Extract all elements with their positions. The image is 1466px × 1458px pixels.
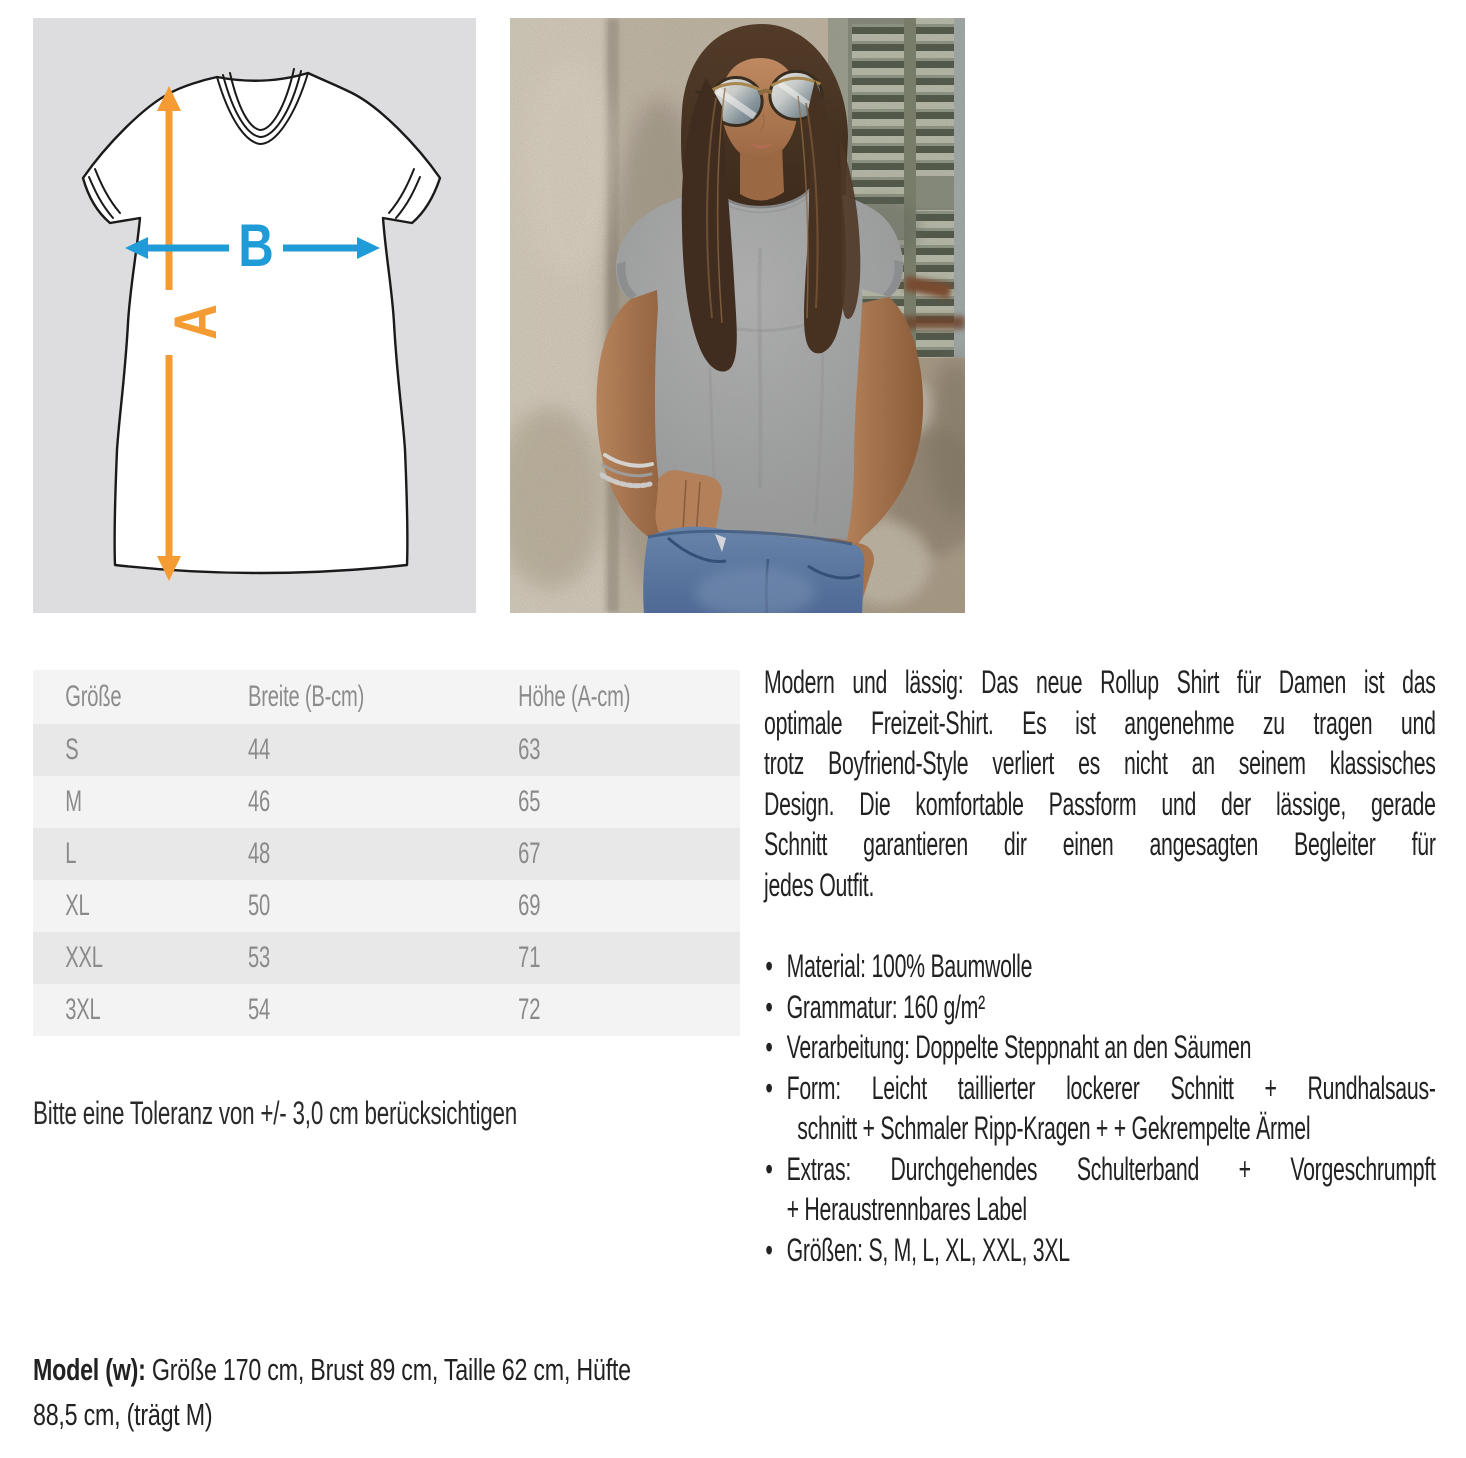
breite-cell: 44 [248, 733, 271, 766]
size-cell: L [65, 837, 77, 870]
hoehe-cell: 63 [518, 733, 541, 766]
table-row [33, 776, 740, 828]
breite-cell: 53 [248, 941, 271, 974]
col-header-hoehe: Höhe (A-cm) [518, 680, 631, 713]
list-item-groessen: • Größen: S, M, L, XL, XXL, 3XL [764, 1230, 1436, 1271]
list-item-verarbeitung: • Verarbeitung: Doppelte Steppnaht an den Säumen [764, 1027, 1436, 1068]
paragraph-line: trotz Boyfriend-Style verliert es nicht an seinem klassisches [764, 745, 1436, 781]
model-note-line1: Model (w): Größe 170 cm, Brust 89 cm, Taille 62 cm, Hüfte [33, 1352, 631, 1387]
size-cell: 3XL [65, 993, 101, 1026]
size-table-header-row [33, 670, 740, 724]
paragraph-line: Schnitt garantieren dir einen angesagten Begleiter für [764, 826, 1436, 862]
col-header-breite: Breite (B-cm) [248, 680, 365, 713]
label-a: A [161, 304, 229, 340]
table-row [33, 984, 740, 1036]
bullet-icon: • [765, 948, 773, 984]
list-item-form: • Form: Leicht taillierter lockerer Schnitt + Rundhalsaus- schnitt + Schmaler Ripp-Kragen + + Gekrempelte Ärmel [765, 1069, 1436, 1146]
product-photo [510, 18, 965, 613]
size-cell: S [65, 733, 79, 766]
breite-cell: 50 [248, 889, 271, 922]
paragraph-line: Design. Die komfortable Passform und der lässige, gerade [764, 785, 1436, 822]
paragraph-line: jedes Outfit. [764, 866, 875, 903]
model-label: Model (w): [33, 1352, 146, 1387]
paragraph-line: Modern und lässig: Das neue Rollup Shirt für Damen ist das [764, 664, 1436, 700]
table-row [33, 932, 740, 984]
size-diagram-graphic [33, 18, 476, 613]
table-row [33, 724, 740, 776]
description-paragraph [764, 662, 1436, 905]
tolerance-note: Bitte eine Toleranz von +/- 3,0 cm berücksichtigen [33, 1095, 518, 1131]
hoehe-cell: 72 [518, 993, 541, 1026]
paragraph-line: optimale Freizeit-Shirt. Es ist angenehme zu tragen und [764, 704, 1436, 741]
size-cell: M [65, 785, 82, 818]
bullet-icon: • [765, 1231, 773, 1268]
warm-tint [510, 18, 965, 613]
col-header-groesse: Größe [65, 680, 122, 713]
hoehe-cell: 69 [518, 889, 541, 922]
list-item-material: • Material: 100% Baumwolle [764, 946, 1436, 987]
bullet-icon: • [765, 988, 773, 1025]
size-table [33, 670, 740, 1036]
hoehe-cell: 71 [518, 941, 541, 974]
hoehe-cell: 65 [518, 785, 541, 818]
model-measurements-note [33, 1347, 783, 1437]
bullet-icon: • [765, 1029, 773, 1065]
product-description [764, 662, 1436, 1270]
table-row [33, 828, 740, 880]
size-diagram [33, 18, 476, 613]
table-row [33, 880, 740, 932]
feature-list [764, 946, 1436, 1270]
breite-cell: 54 [248, 993, 271, 1026]
size-cell: XL [65, 889, 90, 922]
hoehe-cell: 67 [518, 837, 541, 870]
bullet-icon: • [765, 1150, 773, 1187]
list-item-grammatur: • Grammatur: 160 g/m² [764, 987, 1436, 1028]
bullet-icon: • [765, 1069, 773, 1106]
size-cell: XXL [65, 941, 103, 974]
breite-cell: 48 [248, 837, 271, 870]
list-item-extras: • Extras: Durchgehendes Schulterband + Vorgeschrumpft + Heraustrennbares Label [765, 1150, 1436, 1227]
breite-cell: 46 [248, 785, 271, 818]
tshirt-outline-drawing [83, 69, 440, 573]
label-b: B [238, 211, 274, 280]
model-note-line2: 88,5 cm, (trägt M) [33, 1397, 213, 1432]
model-photo-illustration [510, 18, 965, 613]
